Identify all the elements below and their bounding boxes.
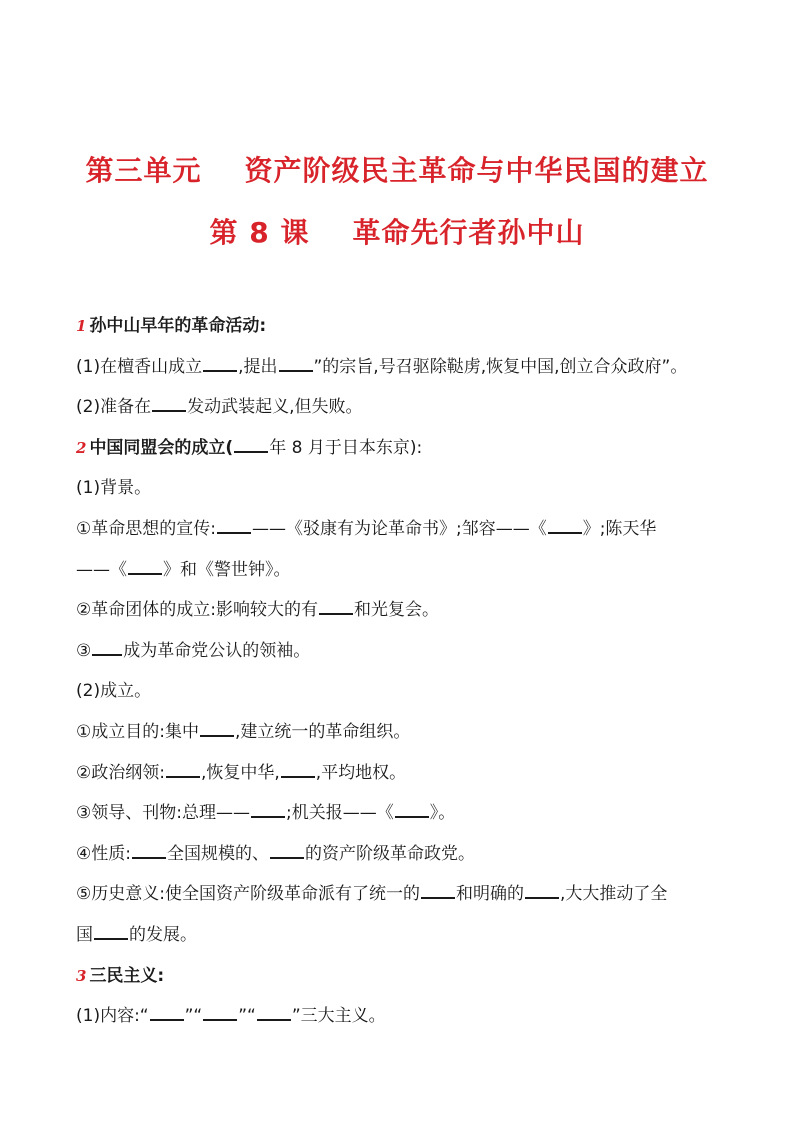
section-1-item-2 bbox=[76, 387, 726, 428]
background-item-2 bbox=[76, 590, 726, 631]
fill-blank[interactable] bbox=[166, 762, 200, 778]
fill-blank[interactable] bbox=[200, 721, 234, 737]
text-segment: ,大大推动了全 bbox=[559, 884, 668, 905]
section-number: 2 bbox=[76, 438, 87, 457]
fill-blank[interactable] bbox=[525, 883, 559, 899]
fill-blank[interactable] bbox=[203, 1005, 237, 1021]
founding-item-4 bbox=[76, 834, 726, 875]
section-title-tail: 年 8 月于日本东京): bbox=[269, 437, 423, 458]
fill-blank[interactable] bbox=[270, 843, 304, 859]
text-segment: 的资产阶级革命政党。 bbox=[304, 843, 475, 864]
section-3-heading bbox=[76, 956, 726, 997]
unit-title: 第三单元 资产阶级民主革命与中华民国的建立 bbox=[85, 154, 709, 187]
text-segment: ,建立统一的革命组织。 bbox=[234, 721, 411, 742]
text-segment: (1)在檀香山成立 bbox=[76, 356, 203, 377]
founding-item-5 bbox=[76, 874, 726, 915]
fill-blank[interactable] bbox=[251, 802, 285, 818]
text-segment: ①成立目的:集中 bbox=[76, 721, 199, 742]
text-segment: ①革命思想的宣传: bbox=[76, 518, 216, 539]
fill-blank[interactable] bbox=[257, 1005, 291, 1021]
fill-blank[interactable] bbox=[128, 559, 162, 575]
text-segment: ,提出 bbox=[238, 356, 278, 377]
section-title: 中国同盟会的成立( bbox=[89, 437, 234, 458]
fill-blank[interactable] bbox=[421, 883, 455, 899]
text-segment: 的发展。 bbox=[129, 924, 197, 945]
founding-label: (2)成立。 bbox=[76, 681, 152, 702]
worksheet-content bbox=[76, 306, 726, 1037]
fill-blank[interactable] bbox=[94, 924, 128, 940]
text-segment: ”三大主义。 bbox=[291, 1006, 386, 1027]
text-segment: ③ bbox=[76, 640, 92, 661]
fill-blank[interactable] bbox=[132, 843, 166, 859]
founding-item-2 bbox=[76, 753, 726, 794]
fill-blank[interactable] bbox=[203, 356, 237, 372]
section-3-item-1 bbox=[76, 996, 726, 1037]
founding-item-3 bbox=[76, 793, 726, 834]
section-number: 1 bbox=[76, 317, 87, 335]
text-segment: 》。 bbox=[429, 803, 456, 824]
text-segment: 发动武装起义,但失败。 bbox=[187, 397, 363, 418]
text-segment: ③领导、刊物:总理—— bbox=[76, 803, 250, 824]
fill-blank[interactable] bbox=[217, 518, 251, 534]
fill-blank[interactable] bbox=[279, 356, 313, 372]
section-1-item-1 bbox=[76, 347, 726, 388]
fill-blank[interactable] bbox=[281, 762, 315, 778]
text-segment: ②革命团体的成立:影响较大的有 bbox=[76, 600, 318, 621]
text-segment: ④性质: bbox=[76, 843, 131, 864]
fill-blank[interactable] bbox=[150, 1005, 184, 1021]
text-segment: ②政治纲领: bbox=[76, 762, 165, 783]
fill-blank[interactable] bbox=[92, 640, 122, 656]
text-segment: ”“ bbox=[238, 1006, 256, 1027]
text-segment: 全国规模的、 bbox=[166, 843, 269, 864]
background-item-1 bbox=[76, 509, 726, 550]
fill-blank[interactable] bbox=[319, 599, 353, 615]
text-segment: 》和《警世钟》。 bbox=[163, 559, 291, 580]
text-segment: ;机关报——《 bbox=[285, 803, 394, 824]
text-segment: ——《驳康有为论革命书》;邹容——《 bbox=[251, 518, 547, 539]
section-number: 3 bbox=[76, 966, 87, 985]
section-title: 孙中山早年的革命活动: bbox=[89, 316, 267, 336]
text-segment: ”的宗旨,号召驱除鞑虏,恢复中国,创立合众政府”。 bbox=[313, 356, 688, 377]
section-1-heading bbox=[76, 306, 726, 347]
text-segment: 国 bbox=[76, 924, 93, 945]
fill-blank[interactable] bbox=[152, 396, 186, 412]
text-segment: ,平均地权。 bbox=[315, 762, 407, 783]
text-segment: ”“ bbox=[184, 1006, 203, 1027]
text-segment: ,恢复中华, bbox=[200, 762, 280, 783]
section-title: 三民主义: bbox=[89, 965, 165, 986]
section-2-heading bbox=[76, 428, 726, 469]
text-segment: ——《 bbox=[76, 559, 127, 580]
background-item-1-continued bbox=[76, 550, 726, 591]
founding-item-5-continued bbox=[76, 915, 726, 956]
fill-blank[interactable] bbox=[548, 518, 582, 534]
fill-blank[interactable] bbox=[395, 802, 429, 818]
text-segment: (1)内容:“ bbox=[76, 1006, 149, 1027]
founding-item-1 bbox=[76, 712, 726, 753]
text-segment: (2)准备在 bbox=[76, 397, 152, 418]
text-segment: ⑤历史意义:使全国资产阶级革命派有了统一的 bbox=[76, 884, 420, 905]
text-segment: 》;陈天华 bbox=[582, 518, 657, 539]
background-label: (1)背景。 bbox=[76, 478, 152, 499]
lesson-title: 第 8 课 革命先行者孙中山 bbox=[209, 216, 585, 249]
text-segment: 成为革命党公认的领袖。 bbox=[123, 640, 311, 661]
text-segment: 和光复会。 bbox=[353, 600, 439, 621]
fill-blank[interactable] bbox=[234, 437, 268, 453]
text-segment: 和明确的 bbox=[455, 884, 524, 905]
background-item-3 bbox=[76, 631, 726, 672]
